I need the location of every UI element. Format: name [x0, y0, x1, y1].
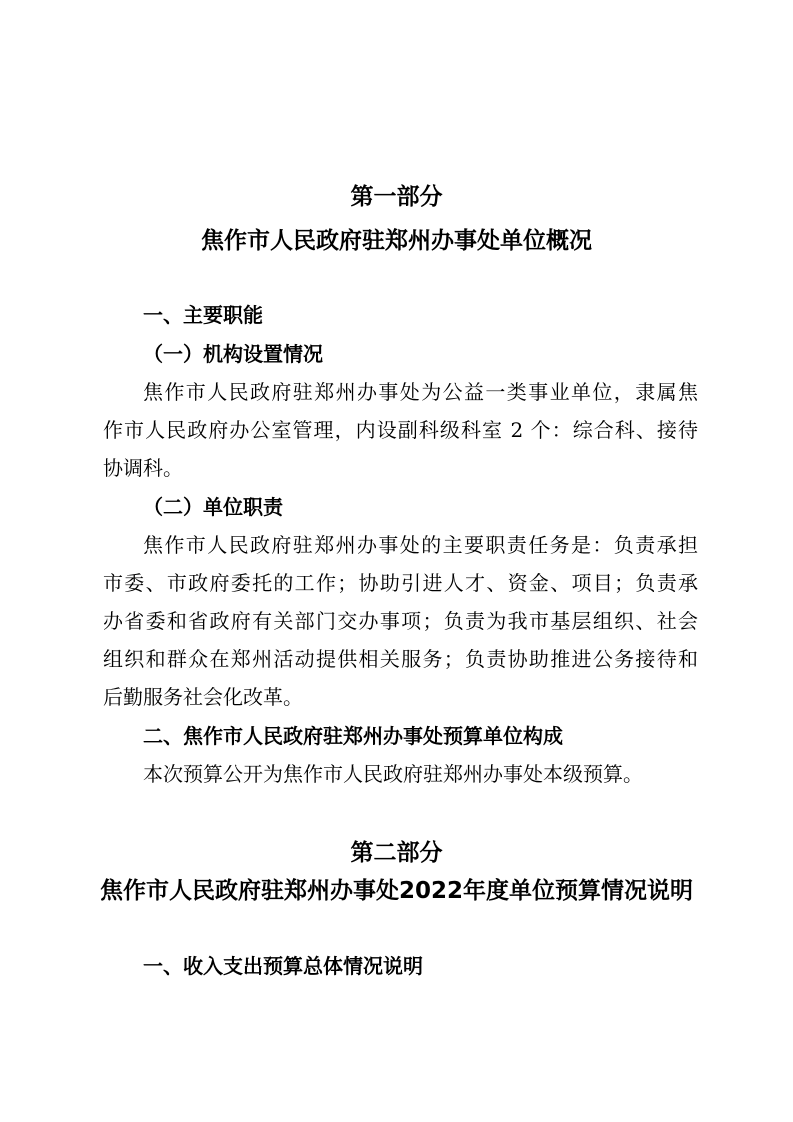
paragraph-line: 焦作市人民政府驻郑州办事处的主要职责任务是：负责承担 — [143, 533, 698, 557]
part1-title: 第一部分 — [350, 184, 443, 210]
section-heading-main-functions: 一、主要职能 — [143, 303, 263, 327]
paragraph-line: 本次预算公开为焦作市人民政府驻郑州办事处本级预算。 — [143, 762, 643, 786]
paragraph-line: 组织和群众在郑州活动提供相关服务；负责协助推进公务接待和 — [103, 647, 698, 671]
subsection-heading-organization: （一）机构设置情况 — [143, 342, 323, 366]
part2-title: 第二部分 — [350, 840, 443, 866]
section-heading-budget-units: 二、焦作市人民政府驻郑州办事处预算单位构成 — [143, 724, 563, 748]
section-heading-budget-overview: 一、收入支出预算总体情况说明 — [143, 954, 423, 978]
subsection-heading-duties: （二）单位职责 — [143, 495, 283, 519]
paragraph-line: 市委、市政府委托的工作；协助引进人才、资金、项目；负责承 — [103, 571, 698, 595]
paragraph-line: 作市人民政府办公室管理，内设副科级科室 2 个：综合科、接待 — [103, 418, 698, 442]
paragraph-line: 协调科。 — [103, 456, 183, 480]
paragraph-line: 焦作市人民政府驻郑州办事处为公益一类事业单位，隶属焦 — [143, 380, 698, 404]
paragraph-line: 后勤服务社会化改革。 — [103, 685, 303, 709]
part2-subtitle: 焦作市人民政府驻郑州办事处2022年度单位预算情况说明 — [99, 878, 693, 904]
part1-subtitle: 焦作市人民政府驻郑州办事处单位概况 — [201, 228, 592, 254]
paragraph-line: 办省委和省政府有关部门交办事项；负责为我市基层组织、社会 — [103, 609, 698, 633]
